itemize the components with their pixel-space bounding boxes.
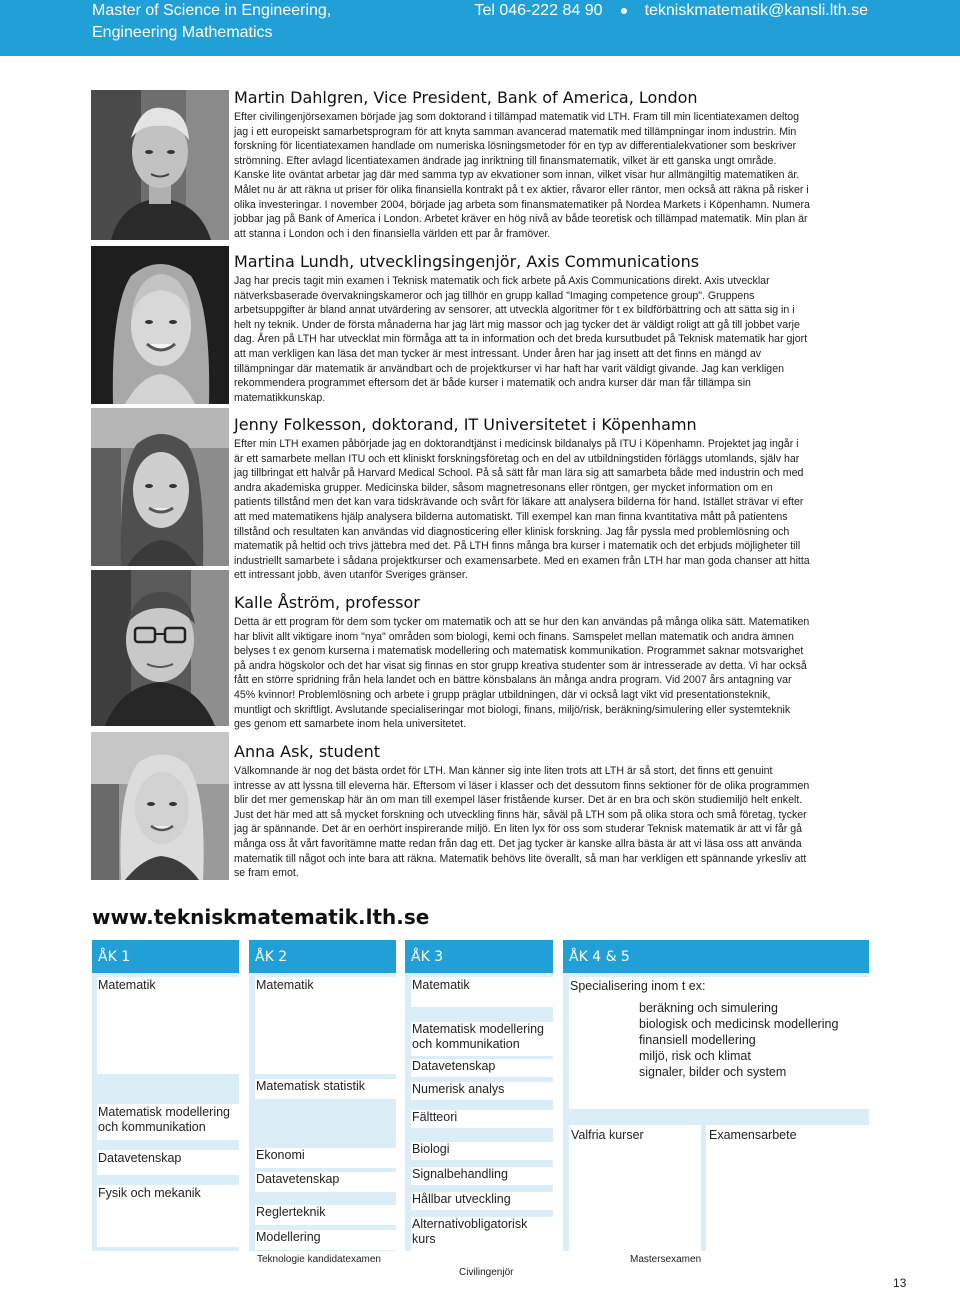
bullet-dot-icon	[621, 8, 627, 14]
profile-name: Anna Ask, student	[234, 742, 380, 761]
course-cell: Reglerteknik	[255, 1205, 396, 1225]
page-number: 13	[893, 1276, 907, 1289]
course-cell: Hållbar utveckling	[411, 1192, 553, 1210]
course-cell: Biologi	[411, 1142, 553, 1160]
course-cell: Modellering	[255, 1230, 396, 1250]
profile-name: Kalle Åström, professor	[234, 593, 420, 612]
course-cell: Fysik och mekanik	[97, 1185, 239, 1247]
curriculum-year-2	[249, 940, 396, 1251]
elective-cell: Valfria kurser	[569, 1125, 701, 1251]
course-cell: Alternativobligatorisk kurs	[411, 1217, 553, 1251]
profile-jenny	[234, 416, 810, 583]
course-cell: Ekonomi	[255, 1148, 396, 1168]
contact-info	[474, 2, 868, 20]
profile-martina	[234, 253, 810, 405]
specialization-item: signaler, bilder och system	[639, 1065, 787, 1079]
course-cell: Numerisk analys	[411, 1082, 553, 1100]
course-cell: Datavetenskap	[255, 1172, 396, 1192]
curriculum-year-4-5	[563, 940, 869, 1251]
profile-name: Jenny Folkesson, doktorand, IT Universitetet i Köpenhamn	[234, 415, 697, 434]
photo-martin	[91, 90, 229, 240]
profile-text: Efter civilingenjörsexamen började jag som doktorand i tillämpad matematik vid LTH. Fram till min licentiatexamen deltog jag i ett europeiskt samarbetsprogram för att knyta samman avancerad matematik med tillämpningar inom industrin. Min forskning för licentiatexamen handlade om numeriska lösningsmetoder för en typ av differentialekvationer som beskriver strömning. Efter avlagd licentiatexamen ändrade jag inriktning till finansmatematik, vilket är ett ganska ungt område. Kanske lite oväntat arbetar jag där med samma typ av ekvationer som innan, vilket visar hur allmängiltig matematiken är. Målet nu är att räkna ut priser för olika finansiella kontrakt på t ex aktier, råvaror eller räntor, men också att räkna på risker i olika investeringar. I november 2004, började jag arbeta som finansmatematiker på Nordea Markets i Köpenhamn. Numera jobbar jag på Bank of America i London. Arbetet kräver en hög nivå av både teoretisk och tillämpad matematik. Min plan är att stanna i London och i den finansiella världen ett par år framöver.	[234, 111, 810, 240]
profile-anna	[234, 743, 810, 881]
header-bar	[0, 0, 960, 56]
course-cell: Matematisk statistik	[255, 1079, 396, 1099]
course-cell: Datavetenskap	[97, 1150, 239, 1175]
specialization-item: biologisk och medicinsk modellering	[639, 1017, 839, 1031]
profile-text: Detta är ett program för dem som tycker om matematik och att se hur den kan användas på många olika sätt. Matematiken har blivit allt viktigare inom "nya" områden som biologi, kemi och finans. Samspelet mellan matematik och andra ämnen belyses t ex genom kurserna i matematisk modellering och matematisk kommunikation. Programmet saknar motsvarighet på andra högskolor och det har visat sig finnas en stor grupp kreativa studenter som är intresserade av detta. Vi har också fått en större spridning från hela landet och en bättre könsbalans än många andra program. Vid 2007 års antagning var 45% kvinnor! Problemlösning och arbete i grupp präglar utbildningen, där vi också lagt vikt vid presentationsteknik, muntligt och skriftligt. Avslutande specialiseringar mot biologi, finans, miljö/risk, beräkning/simulering eller systemteknik ges genom ett samarbete inom hela universitetet.	[234, 616, 810, 731]
website-link[interactable]: www.tekniskmatematik.lth.se	[92, 905, 430, 929]
thesis-cell: Examensarbete	[706, 1125, 869, 1251]
photo-jenny	[91, 408, 229, 566]
profile-kalle	[234, 594, 810, 732]
profile-martin	[234, 89, 810, 241]
year-heading: ÅK 3	[405, 940, 553, 973]
caption-bachelor: Teknologie kandidatexamen	[257, 1254, 381, 1265]
profile-name: Martin Dahlgren, Vice President, Bank of America, London	[234, 88, 698, 107]
caption-engineer: Civilingenjör	[459, 1267, 514, 1278]
photo-kalle	[91, 570, 229, 726]
course-cell: Matematik	[255, 977, 396, 1074]
photo-anna	[91, 732, 229, 880]
specialization-item: beräkning och simulering	[639, 1001, 778, 1015]
profile-text: Jag har precis tagit min examen i Teknisk matematik och fick arbete på Axis Communications direkt. Axis utvecklar nätverksbaserade övervakningskameror och jag tillhör en grupp kallad "Imaging competence group". Gruppens arbetsuppgifter är bland annat utvärdering av sensorer, att utveckla algoritmer för t ex bildförbättring och att sätta sig in i helt ny teknik. Under de första månaderna har jag lärt mig massor och jag tycker det är väldigt roligt att gå till jobbet varje dag. Åren på LTH har utvecklat min förmåga att ta in information och det breda kursutbudet på Teknisk matematik har gjort att man verkligen kan läsa det man tycker är mest intressant. Under åren har jag insett att det finns en mängd av tillämpningar där matematik är användbart och de projektkurser vi har haft har varit väldigt givande. Jag kan verkligen rekommendera programmet eftersom det är både kurser i matematik och andra kurser där man får tillämpa sin matematikkunskap.	[234, 275, 808, 404]
profile-name: Martina Lundh, utvecklingsingenjör, Axis Communications	[234, 252, 700, 271]
caption-master: Mastersexamen	[630, 1254, 702, 1265]
program-title-line1: Master of Science in Engineering,	[92, 2, 332, 19]
specialization-label: Specialisering inom t ex:	[570, 979, 706, 993]
program-title-line2: Engineering Mathematics	[92, 24, 273, 41]
curriculum-year-3	[405, 940, 553, 1251]
course-cell: Matematisk modellering och kommunikation	[97, 1104, 239, 1140]
curriculum-year-1	[92, 940, 239, 1251]
specialization-item: miljö, risk och klimat	[639, 1049, 751, 1063]
profile-text: Välkomnande är nog det bästa ordet för LTH. Man känner sig inte liten trots att LTH är så stort, det finns ett genuint intresse av att lyssna till eleverna här. Eftersom vi läser i klasser och det dessutom finns sektioner för de olika programmen blir det mer gemenskap här än om man till exempel läser fristående kurser. Det är en bra och skön studiemiljö helt enkelt. Just det här med att så mycket forskning och utveckling finns här, såväl på LTH som på olika stora och små företag, tycker jag är spännande. Det är en oerhört inspirerande miljö. En liten lyx för oss som studerar Teknisk matematik är att vi får gå många oss åt vårt favoritämne matte redan från dag ett. Det jag tycker är kanske allra bästa är att vi läsa oss att använda matematik till något och inte bara att räkna. Matematik behövs lite överallt, så man har verkligen ett spännande yrkesliv att se fram emot.	[234, 765, 810, 880]
specialization-item: finansiell modellering	[639, 1033, 756, 1047]
course-cell: Fältteori	[411, 1110, 553, 1128]
course-cell: Matematik	[97, 977, 239, 1074]
year-heading: ÅK 2	[249, 940, 396, 973]
phone-number: Tel 046-222 84 90	[474, 2, 603, 19]
specialization-cell	[569, 977, 869, 1109]
year-heading: ÅK 4 & 5	[563, 940, 869, 973]
course-cell: Matematik	[411, 977, 553, 1007]
course-cell: Signalbehandling	[411, 1167, 553, 1185]
course-cell: Matematisk modellering och kommunikation	[411, 1022, 553, 1056]
course-cell: Datavetenskap	[411, 1059, 553, 1077]
profile-text: Efter min LTH examen påbörjade jag en doktorandtjänst i medicinsk bildanalys på ITU i Köpenhamn. Projektet jag ingår i är ett samarbete mellan ITU och ett kliniskt forskningsföretag och en del av utbildningstiden förläggs utomlands, själv har jag tillbringat ett halvår på Harvard Medical School. På så sätt får man lära sig att samarbeta både med industrin och med andra akademiska grupper. Medicinska bilder, såsom magnetresonans eller röntgen, ger mycket information om en patients tillstånd men det kan vara tidskrävande och svårt för läkare att analysera bilderna för hand. Istället strävar vi efter att med matematikens hjälp analysera bilderna automatiskt. Till exempel kan man finna kvantitativa mått på patientens tillstånd och resultaten kan användas vid diagnosticering eller klinisk forskning. Jag får pyssla med problemlösning och matematik på heltid och trivs jättebra med det. På LTH finns många bra kurser i matematik och det erbjuds möjligheter till industriellt samarbete i sådana projektkurser och examensarbete. Med en examen från LTH har man goda chanser att hitta ett intressant jobb, även utanför Sveriges gränser.	[234, 438, 810, 582]
specialization-list	[570, 994, 869, 1080]
photo-martina	[91, 246, 229, 404]
email-address[interactable]: tekniskmatematik@kansli.lth.se	[644, 2, 868, 19]
year-heading: ÅK 1	[92, 940, 239, 973]
